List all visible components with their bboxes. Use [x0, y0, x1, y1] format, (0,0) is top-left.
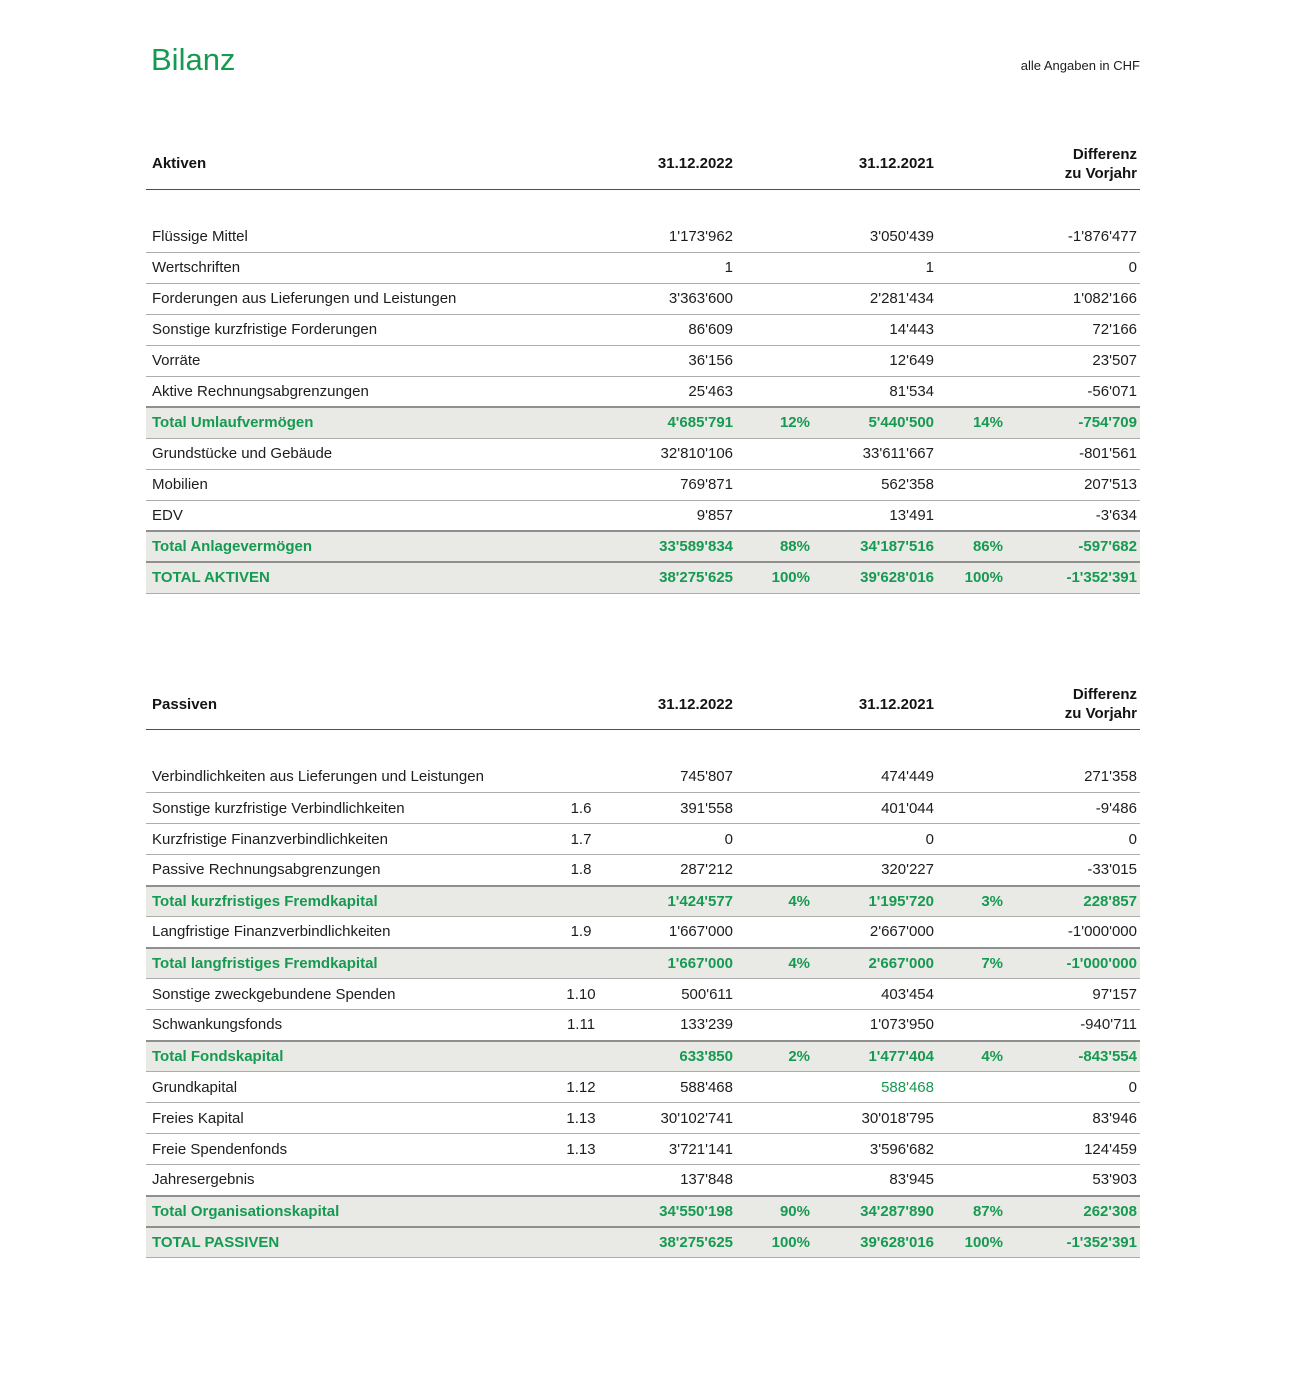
row-note [556, 886, 606, 917]
row-note: 1.6 [556, 793, 606, 824]
table-row [146, 824, 1140, 855]
row-value-2022: 1'424'577 [606, 886, 733, 917]
row-value-2021: 3'596'682 [810, 1134, 934, 1165]
row-value-2021: 83'945 [810, 1165, 934, 1196]
row-percent-2021 [934, 438, 1003, 469]
spacer-row [146, 189, 1140, 221]
spacer-row [146, 730, 1140, 762]
passiven-header-row [146, 680, 1140, 730]
row-note: 1.9 [556, 917, 606, 948]
table-row [146, 948, 1140, 979]
row-note [556, 407, 606, 438]
row-value-2021: 5'440'500 [810, 407, 934, 438]
row-value-2021: 588'468 [810, 1072, 934, 1103]
title-bar [146, 42, 1140, 78]
row-label: Freie Spendenfonds [146, 1134, 556, 1165]
row-percent-2021: 100% [934, 562, 1003, 593]
row-difference: -1'352'391 [1003, 562, 1140, 593]
row-note: 1.8 [556, 855, 606, 886]
row-value-2022: 1'667'000 [606, 917, 733, 948]
row-label: Kurzfristige Finanzverbindlichkeiten [146, 824, 556, 855]
row-value-2021: 39'628'016 [810, 562, 934, 593]
row-value-2022: 86'609 [606, 314, 733, 345]
report-page [146, 0, 1140, 1258]
row-note: 1.13 [556, 1134, 606, 1165]
row-difference: -801'561 [1003, 438, 1140, 469]
table-row [146, 1041, 1140, 1072]
table-row [146, 500, 1140, 531]
table-row [146, 886, 1140, 917]
row-label: Verbindlichkeiten aus Lieferungen und Leistungen [146, 762, 556, 793]
row-value-2022: 1'173'962 [606, 221, 733, 252]
row-label: TOTAL PASSIVEN [146, 1227, 556, 1258]
row-label: Passive Rechnungsabgrenzungen [146, 855, 556, 886]
row-value-2022: 133'239 [606, 1010, 733, 1041]
row-percent-2021 [934, 376, 1003, 407]
table-row [146, 762, 1140, 793]
row-difference: 0 [1003, 824, 1140, 855]
row-value-2022: 4'685'791 [606, 407, 733, 438]
row-difference: -3'634 [1003, 500, 1140, 531]
aktiven-header-2021: 31.12.2021 [810, 139, 934, 189]
row-percent-2022 [733, 221, 810, 252]
row-note [556, 252, 606, 283]
row-percent-2021: 4% [934, 1041, 1003, 1072]
row-percent-2022: 2% [733, 1041, 810, 1072]
row-value-2022: 1 [606, 252, 733, 283]
table-row [146, 1227, 1140, 1258]
row-label: Aktive Rechnungsabgrenzungen [146, 376, 556, 407]
row-label: Sonstige kurzfristige Verbindlichkeiten [146, 793, 556, 824]
row-value-2021: 2'281'434 [810, 283, 934, 314]
row-label: TOTAL AKTIVEN [146, 562, 556, 593]
passiven-header-2022: 31.12.2022 [606, 680, 733, 730]
passiven-header-label: Passiven [146, 680, 556, 730]
row-value-2021: 39'628'016 [810, 1227, 934, 1258]
row-label: Forderungen aus Lieferungen und Leistungen [146, 283, 556, 314]
row-label: EDV [146, 500, 556, 531]
table-row [146, 855, 1140, 886]
row-percent-2022: 4% [733, 948, 810, 979]
row-value-2022: 33'589'834 [606, 531, 733, 562]
table-row [146, 531, 1140, 562]
row-note [556, 948, 606, 979]
row-label: Grundstücke und Gebäude [146, 438, 556, 469]
row-value-2021: 81'534 [810, 376, 934, 407]
row-percent-2021 [934, 793, 1003, 824]
table-row [146, 221, 1140, 252]
row-note: 1.13 [556, 1103, 606, 1134]
row-percent-2021 [934, 314, 1003, 345]
table-row [146, 314, 1140, 345]
row-difference: 124'459 [1003, 1134, 1140, 1165]
row-label: Total Umlaufvermögen [146, 407, 556, 438]
row-value-2022: 3'721'141 [606, 1134, 733, 1165]
passiven-header-pct-2022 [733, 680, 810, 730]
row-value-2022: 500'611 [606, 979, 733, 1010]
row-label: Freies Kapital [146, 1103, 556, 1134]
diff-header-line2: zu Vorjahr [1064, 705, 1137, 723]
aktiven-header-diff [1003, 139, 1140, 189]
row-percent-2022 [733, 1010, 810, 1041]
row-note [556, 531, 606, 562]
row-percent-2021: 7% [934, 948, 1003, 979]
row-percent-2022: 88% [733, 531, 810, 562]
aktiven-header-pct-2021 [934, 139, 1003, 189]
row-difference: -1'876'477 [1003, 221, 1140, 252]
row-value-2022: 588'468 [606, 1072, 733, 1103]
row-percent-2022 [733, 469, 810, 500]
row-percent-2022 [733, 1134, 810, 1165]
row-percent-2022 [733, 979, 810, 1010]
row-value-2022: 1'667'000 [606, 948, 733, 979]
row-percent-2021 [934, 345, 1003, 376]
row-value-2021: 34'287'890 [810, 1196, 934, 1227]
row-percent-2021: 86% [934, 531, 1003, 562]
row-value-2021: 0 [810, 824, 934, 855]
passiven-table [146, 680, 1140, 1259]
row-percent-2022 [733, 1072, 810, 1103]
passiven-header-pct-2021 [934, 680, 1003, 730]
row-label: Total Anlagevermögen [146, 531, 556, 562]
row-difference: 262'308 [1003, 1196, 1140, 1227]
row-note [556, 469, 606, 500]
table-row [146, 1196, 1140, 1227]
row-percent-2021 [934, 1072, 1003, 1103]
row-percent-2022 [733, 1103, 810, 1134]
row-percent-2021 [934, 500, 1003, 531]
row-percent-2021 [934, 762, 1003, 793]
row-value-2022: 32'810'106 [606, 438, 733, 469]
row-difference: -1'000'000 [1003, 948, 1140, 979]
row-value-2021: 1 [810, 252, 934, 283]
row-note [556, 438, 606, 469]
row-value-2022: 745'807 [606, 762, 733, 793]
row-note [556, 500, 606, 531]
row-value-2022: 137'848 [606, 1165, 733, 1196]
row-note [556, 221, 606, 252]
row-percent-2022 [733, 793, 810, 824]
row-value-2021: 13'491 [810, 500, 934, 531]
row-percent-2021 [934, 1165, 1003, 1196]
row-note [556, 1196, 606, 1227]
row-value-2021: 12'649 [810, 345, 934, 376]
row-percent-2021 [934, 469, 1003, 500]
row-percent-2022 [733, 283, 810, 314]
row-percent-2021: 87% [934, 1196, 1003, 1227]
row-note [556, 562, 606, 593]
row-percent-2021: 100% [934, 1227, 1003, 1258]
row-percent-2022: 12% [733, 407, 810, 438]
row-difference: -754'709 [1003, 407, 1140, 438]
row-percent-2022 [733, 376, 810, 407]
row-percent-2022 [733, 314, 810, 345]
row-value-2021: 34'187'516 [810, 531, 934, 562]
row-value-2021: 30'018'795 [810, 1103, 934, 1134]
row-difference: 0 [1003, 252, 1140, 283]
table-row [146, 376, 1140, 407]
row-value-2022: 36'156 [606, 345, 733, 376]
row-value-2021: 33'611'667 [810, 438, 934, 469]
table-row [146, 252, 1140, 283]
row-note [556, 345, 606, 376]
row-difference: -940'711 [1003, 1010, 1140, 1041]
row-difference: -597'682 [1003, 531, 1140, 562]
row-value-2022: 633'850 [606, 1041, 733, 1072]
row-value-2022: 769'871 [606, 469, 733, 500]
row-percent-2021 [934, 1010, 1003, 1041]
row-percent-2021 [934, 979, 1003, 1010]
row-difference: 97'157 [1003, 979, 1140, 1010]
row-value-2021: 401'044 [810, 793, 934, 824]
row-note [556, 376, 606, 407]
row-note [556, 1227, 606, 1258]
row-percent-2021 [934, 855, 1003, 886]
row-note: 1.12 [556, 1072, 606, 1103]
row-label: Total langfristiges Fremdkapital [146, 948, 556, 979]
row-note: 1.11 [556, 1010, 606, 1041]
row-difference: 207'513 [1003, 469, 1140, 500]
row-value-2021: 2'667'000 [810, 948, 934, 979]
row-note [556, 1041, 606, 1072]
row-percent-2021 [934, 221, 1003, 252]
row-value-2022: 38'275'625 [606, 1227, 733, 1258]
row-label: Langfristige Finanzverbindlichkeiten [146, 917, 556, 948]
row-percent-2022 [733, 1165, 810, 1196]
row-value-2021: 3'050'439 [810, 221, 934, 252]
row-note: 1.10 [556, 979, 606, 1010]
row-label: Schwankungsfonds [146, 1010, 556, 1041]
row-percent-2021: 3% [934, 886, 1003, 917]
row-percent-2022: 100% [733, 1227, 810, 1258]
row-difference: 1'082'166 [1003, 283, 1140, 314]
row-label: Mobilien [146, 469, 556, 500]
row-percent-2021 [934, 917, 1003, 948]
diff-header-line1: Differenz [1072, 686, 1137, 704]
row-value-2021: 1'073'950 [810, 1010, 934, 1041]
row-label: Jahresergebnis [146, 1165, 556, 1196]
row-percent-2022 [733, 438, 810, 469]
row-difference: 228'857 [1003, 886, 1140, 917]
row-value-2021: 403'454 [810, 979, 934, 1010]
table-row [146, 793, 1140, 824]
table-row [146, 917, 1140, 948]
row-label: Flüssige Mittel [146, 221, 556, 252]
table-row [146, 469, 1140, 500]
table-row [146, 1072, 1140, 1103]
row-label: Total Fondskapital [146, 1041, 556, 1072]
table-row [146, 1165, 1140, 1196]
row-value-2021: 562'358 [810, 469, 934, 500]
row-value-2022: 9'857 [606, 500, 733, 531]
row-percent-2022 [733, 762, 810, 793]
passiven-header-diff [1003, 680, 1140, 730]
table-row [146, 1134, 1140, 1165]
row-label: Sonstige kurzfristige Forderungen [146, 314, 556, 345]
table-row [146, 345, 1140, 376]
row-value-2022: 30'102'741 [606, 1103, 733, 1134]
row-percent-2022 [733, 855, 810, 886]
row-difference: 53'903 [1003, 1165, 1140, 1196]
row-difference: -56'071 [1003, 376, 1140, 407]
row-difference: 23'507 [1003, 345, 1140, 376]
row-difference: 0 [1003, 1072, 1140, 1103]
passiven-header-note [556, 680, 606, 730]
row-note [556, 314, 606, 345]
aktiven-header-note [556, 139, 606, 189]
page-title: Bilanz [151, 42, 236, 77]
row-label: Wertschriften [146, 252, 556, 283]
row-value-2022: 3'363'600 [606, 283, 733, 314]
row-percent-2022: 4% [733, 886, 810, 917]
row-value-2022: 0 [606, 824, 733, 855]
row-difference: 72'166 [1003, 314, 1140, 345]
row-label: Sonstige zweckgebundene Spenden [146, 979, 556, 1010]
row-difference: 83'946 [1003, 1103, 1140, 1134]
row-difference: -843'554 [1003, 1041, 1140, 1072]
row-percent-2021: 14% [934, 407, 1003, 438]
row-difference: -33'015 [1003, 855, 1140, 886]
row-value-2021: 474'449 [810, 762, 934, 793]
row-value-2022: 38'275'625 [606, 562, 733, 593]
aktiven-header-row [146, 139, 1140, 189]
table-row [146, 1010, 1140, 1041]
row-percent-2021 [934, 283, 1003, 314]
row-label: Grundkapital [146, 1072, 556, 1103]
row-percent-2022 [733, 824, 810, 855]
passiven-header-2021: 31.12.2021 [810, 680, 934, 730]
table-row [146, 979, 1140, 1010]
table-row [146, 1103, 1140, 1134]
diff-header-line1: Differenz [1072, 145, 1137, 163]
row-value-2022: 25'463 [606, 376, 733, 407]
row-percent-2021 [934, 1103, 1003, 1134]
table-row [146, 438, 1140, 469]
row-note [556, 762, 606, 793]
row-value-2021: 1'477'404 [810, 1041, 934, 1072]
row-percent-2021 [934, 252, 1003, 283]
row-percent-2022 [733, 917, 810, 948]
currency-note: alle Angaben in CHF [1020, 58, 1140, 73]
row-difference: -1'352'391 [1003, 1227, 1140, 1258]
row-percent-2022 [733, 500, 810, 531]
diff-header-line2: zu Vorjahr [1064, 164, 1137, 182]
row-percent-2022: 90% [733, 1196, 810, 1227]
row-value-2022: 391'558 [606, 793, 733, 824]
aktiven-table [146, 139, 1140, 594]
row-difference: -9'486 [1003, 793, 1140, 824]
row-note [556, 1165, 606, 1196]
row-value-2021: 14'443 [810, 314, 934, 345]
row-value-2022: 34'550'198 [606, 1196, 733, 1227]
row-note: 1.7 [556, 824, 606, 855]
row-label: Total kurzfristiges Fremdkapital [146, 886, 556, 917]
row-difference: -1'000'000 [1003, 917, 1140, 948]
aktiven-header-pct-2022 [733, 139, 810, 189]
aktiven-header-2022: 31.12.2022 [606, 139, 733, 189]
row-percent-2022: 100% [733, 562, 810, 593]
row-label: Total Organisationskapital [146, 1196, 556, 1227]
row-value-2022: 287'212 [606, 855, 733, 886]
row-percent-2022 [733, 345, 810, 376]
row-difference: 271'358 [1003, 762, 1140, 793]
table-row [146, 562, 1140, 593]
table-row [146, 407, 1140, 438]
row-value-2021: 320'227 [810, 855, 934, 886]
row-percent-2021 [934, 1134, 1003, 1165]
row-note [556, 283, 606, 314]
row-value-2021: 2'667'000 [810, 917, 934, 948]
row-label: Vorräte [146, 345, 556, 376]
row-percent-2022 [733, 252, 810, 283]
aktiven-header-label: Aktiven [146, 139, 556, 189]
row-percent-2021 [934, 824, 1003, 855]
table-row [146, 283, 1140, 314]
row-value-2021: 1'195'720 [810, 886, 934, 917]
